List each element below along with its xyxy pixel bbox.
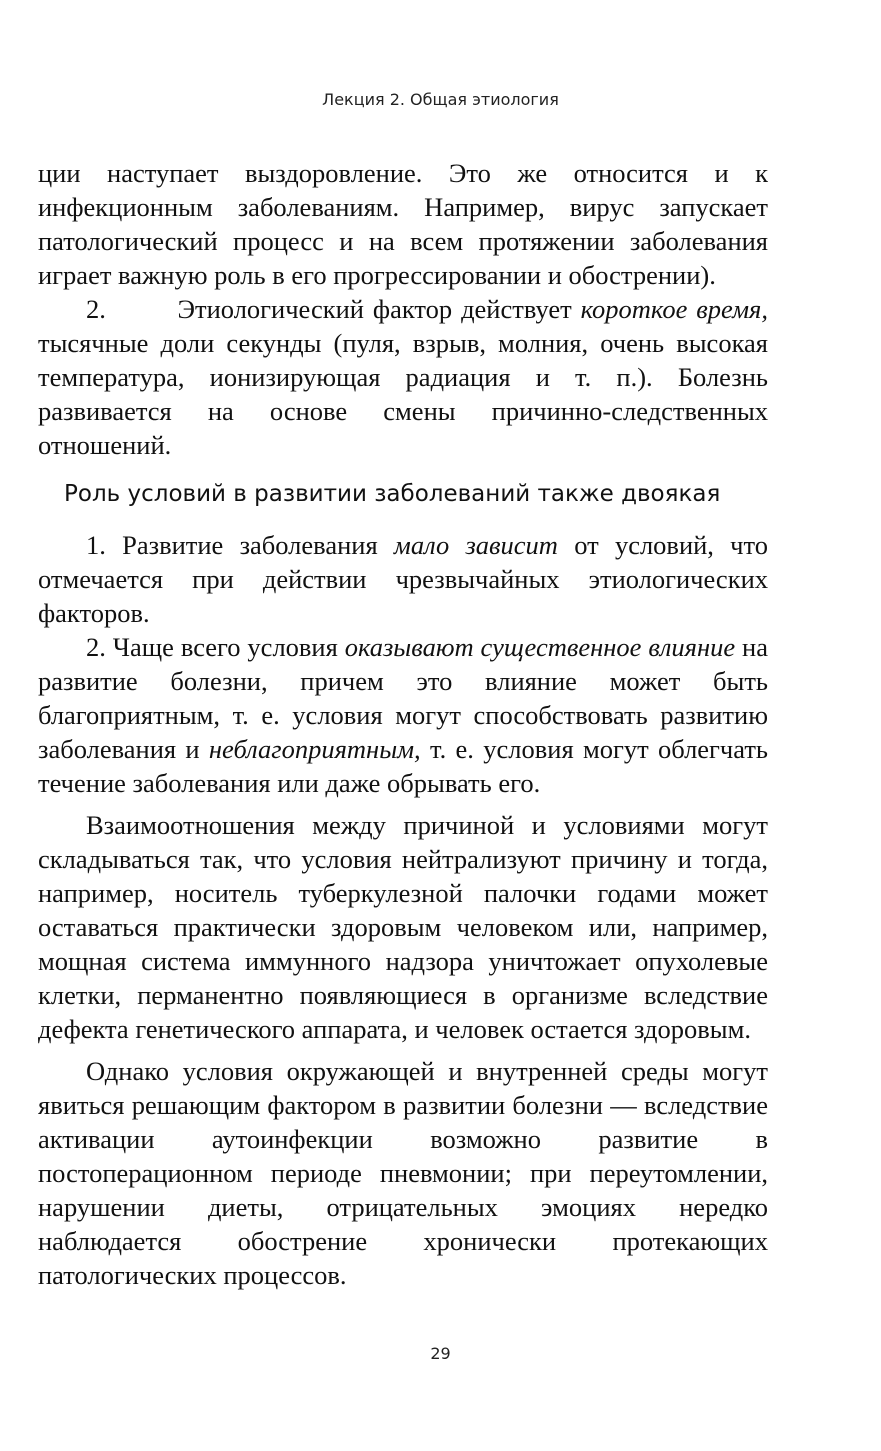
paragraph-item-2	[38, 292, 768, 462]
text-block-top	[38, 156, 768, 462]
section-subheading: Роль условий в развитии заболеваний также двоякая	[64, 481, 721, 507]
paragraph-body: Однако условия окружающей и внутренней среды могут явиться решающим фактором в развитии болезни — вследствие активации аутоинфекции возможно развитие в постоперационном периоде пневмонии; при переутомлении, нарушении диеты, отрицательных эмоциях нередко наблюдается обострение хронически протекающих патологических процессов.	[38, 1056, 768, 1290]
italic-emphasis: неблагоприятным,	[208, 734, 421, 764]
italic-emphasis: оказывают существенное влияние	[344, 632, 736, 662]
item-number: 2.	[86, 294, 106, 324]
spacer	[38, 1046, 768, 1054]
paragraph-item-1	[38, 528, 768, 630]
paragraph-item-2	[38, 630, 768, 800]
running-header: Лекция 2. Общая этиология	[322, 90, 559, 109]
text-run: т. е. условия могут облегчать течение заболевания или даже обрывать его.	[38, 734, 768, 798]
text-run: Этиологический фактор действует	[177, 294, 581, 324]
italic-emphasis: мало зависит	[393, 530, 558, 560]
page-number: 29	[430, 1344, 451, 1363]
text-block-bottom	[38, 528, 768, 1292]
italic-emphasis: короткое время,	[580, 294, 768, 324]
text-run: тысячные доли секунды (пуля, взрыв, молния, очень высокая температура, ионизирующая радиация и т. п.). Болезнь развивается на основе смены причинно-следственных отношений.	[38, 328, 768, 460]
paragraph-continued: ции наступает выздоровление. Это же относится и к инфекционным заболеваниям. Например, вирус запускает патологический процесс и на всем протяжении заболевания играет важную роль в его прогрессировании и обострении).	[38, 158, 768, 290]
text-run: от условий, что отмечается при действии чрезвычайных этиологических факторов.	[38, 530, 768, 628]
text-run: 2. Чаще всего условия	[86, 632, 345, 662]
spacer	[38, 800, 768, 808]
text-run: на развитие болезни, причем это влияние может быть благоприятным, т. е. условия могут способствовать развитию заболевания и	[38, 632, 768, 764]
text-run: 1. Развитие заболевания	[86, 530, 394, 560]
paragraph-body: Взаимоотношения между причиной и условиями могут складываться так, что условия нейтрализуют причину и тогда, например, носитель туберкулезной палочки годами может оставаться практически здоровым человеком или, например, мощная система иммунного надзора уничтожает опухолевые клетки, перманентно появляющиеся в организме вследствие дефекта генетического аппарата, и человек остается здоровым.	[38, 810, 768, 1044]
